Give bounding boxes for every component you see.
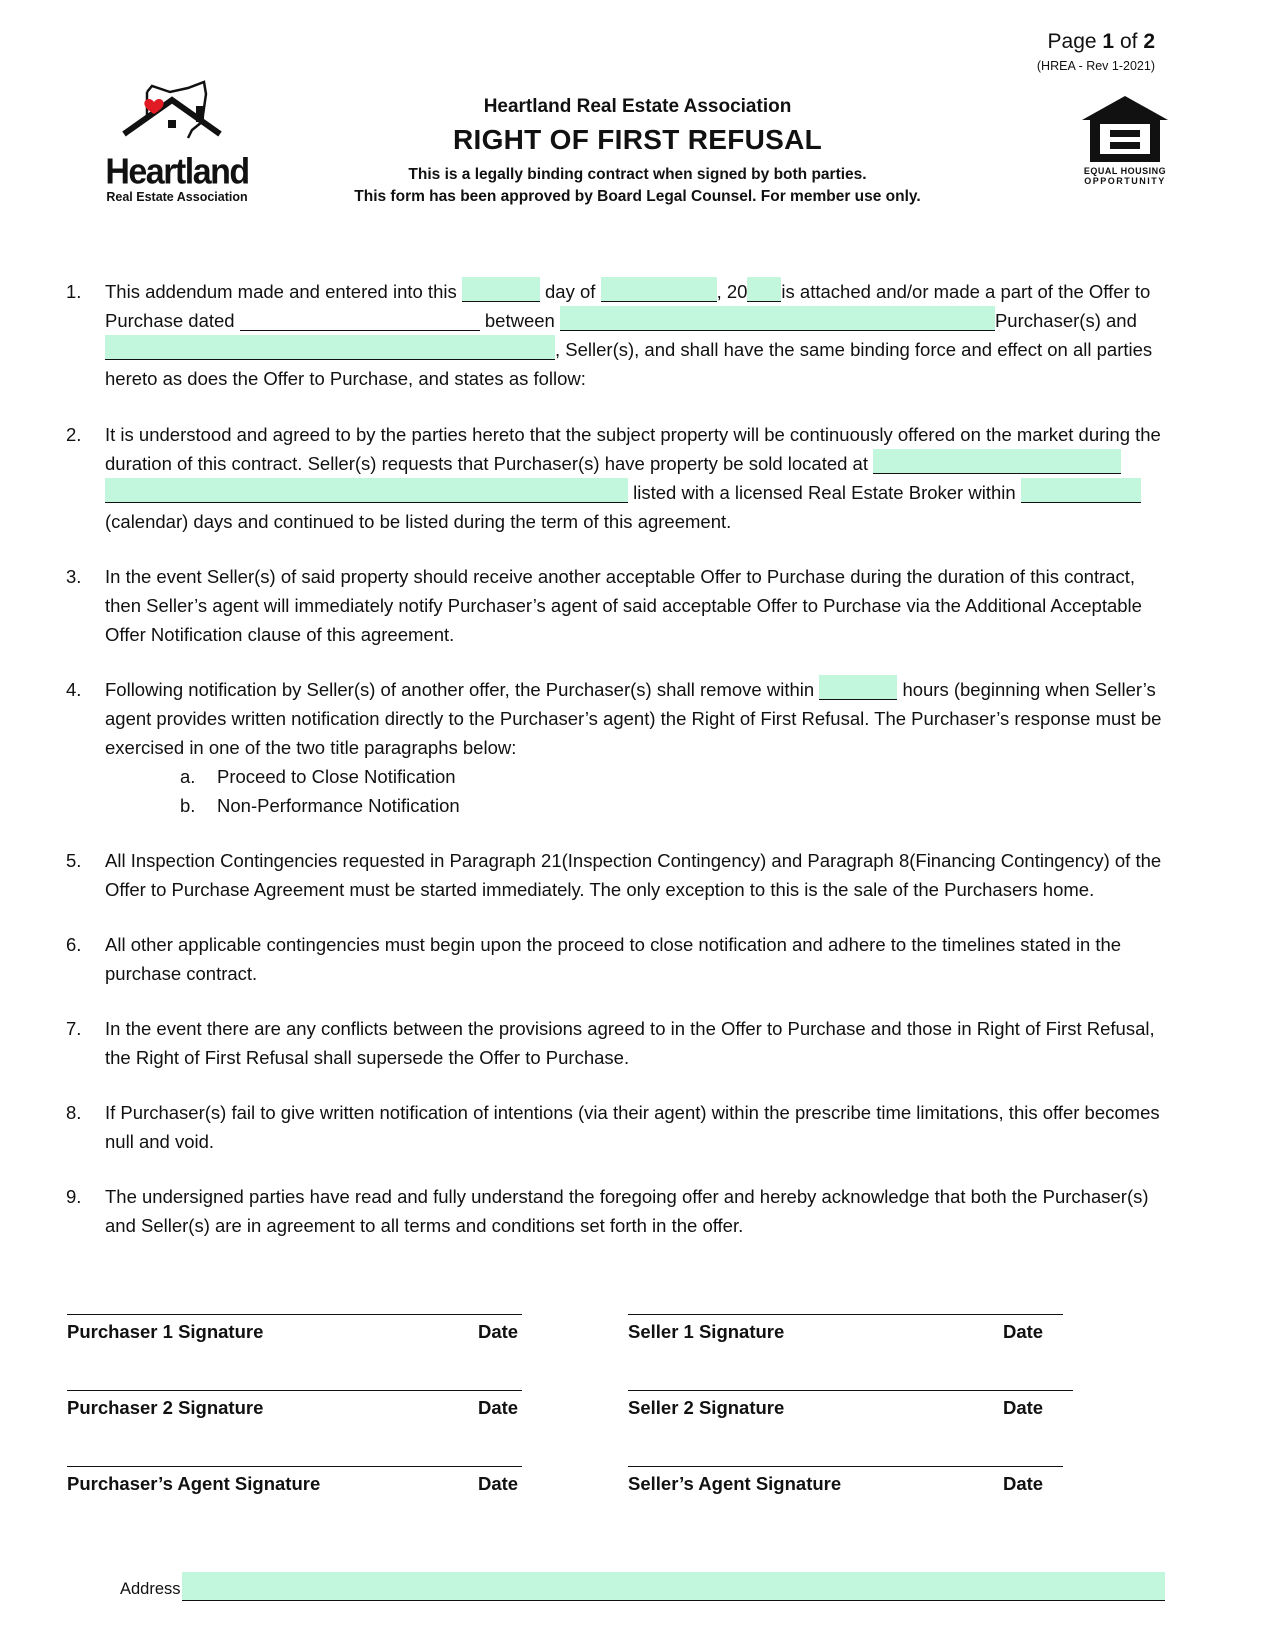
purchaser-1-signature-label: Purchaser 1 Signature [67, 1321, 264, 1342]
clause-text: It is understood and agreed to by the parties hereto that the subject property will be continuously offered on the market during the [105, 424, 1161, 445]
address-label: Address [120, 1580, 181, 1598]
year-field[interactable] [747, 277, 781, 302]
clause-text: , Seller(s), and shall have the same binding force and effect on all parties [555, 339, 1153, 360]
clause-text: Purchaser(s) and [994, 310, 1137, 331]
eho-text-2: OPPORTUNITY [1084, 176, 1166, 186]
page-total: 2 [1143, 30, 1155, 53]
organization-name: Heartland Real Estate Association [483, 96, 792, 117]
day-field[interactable] [462, 277, 540, 302]
clause-text: listed with a licensed Real Estate Broker within [633, 482, 1016, 503]
clause-text: agent provides written notification directly to the Purchaser’s agent) the Right of First Refusal. The Purchaser’s response must be [105, 708, 1162, 729]
seller-agent-signature-label: Seller’s Agent Signature [628, 1473, 842, 1494]
clause-text: day of [545, 281, 596, 302]
clause-number: 2. [66, 424, 82, 445]
property-address-field[interactable] [873, 449, 1121, 474]
clause-number: 8. [66, 1102, 82, 1123]
sub-item-a [180, 762, 456, 791]
seller-1-date-label: Date [1003, 1321, 1044, 1342]
clause-text: the Right of First Refusal shall supersede the Offer to Purchase. [105, 1047, 630, 1068]
clause-text: In the event there are any conflicts between the provisions agreed to in the Offer to Purchase and those in Right of First Refusal, [105, 1018, 1155, 1039]
clause-text: In the event Seller(s) of said property should receive another acceptable Offer to Purchase during the duration of this contract, [105, 566, 1136, 587]
address-field[interactable] [182, 1572, 1165, 1601]
clause-text: hereto as does the Offer to Purchase, and states as follow: [105, 368, 586, 389]
purchaser-2-date-label: Date [478, 1397, 519, 1418]
seller-2-signature-line[interactable] [628, 1390, 1073, 1391]
clause-text: is attached and/or made a part of the Offer to [781, 281, 1151, 302]
logo-subtitle: Real Estate Association [106, 190, 248, 204]
purchaser-names-field[interactable] [560, 306, 995, 331]
property-address-field-2[interactable] [105, 478, 628, 503]
sub-item-letter: b. [180, 795, 196, 816]
clause-text: (calendar) days and continued to be listed during the term of this agreement. [105, 511, 732, 532]
purchaser-agent-signature-label: Purchaser’s Agent Signature [67, 1473, 321, 1494]
seller-1-signature-line[interactable] [628, 1314, 1063, 1315]
clause-number: 7. [66, 1018, 82, 1039]
clause-text: null and void. [105, 1131, 215, 1152]
purchaser-1-date-label: Date [478, 1321, 519, 1342]
clause-text: Purchase dated [105, 310, 235, 331]
clause-number: 6. [66, 934, 82, 955]
clause-number: 9. [66, 1186, 82, 1207]
clause-text: If Purchaser(s) fail to give written notification of intentions (via their agent) within the prescribe time limitations, this offer becomes [105, 1102, 1160, 1123]
sub-item-letter: a. [180, 766, 196, 787]
clause-text: , 20 [716, 281, 748, 302]
page-prefix: Page [1047, 30, 1097, 53]
sub-item-b [180, 791, 460, 820]
month-field[interactable] [601, 277, 717, 302]
purchaser-agent-signature-line[interactable] [67, 1466, 522, 1467]
clause-number: 3. [66, 566, 82, 587]
clause-text: Following notification by Seller(s) of another offer, the Purchaser(s) shall remove within [105, 679, 815, 700]
page-current: 1 [1102, 30, 1115, 53]
page-number [1048, 30, 1155, 54]
listing-days-field[interactable] [1021, 478, 1141, 503]
seller-1-signature-label: Seller 1 Signature [628, 1321, 785, 1342]
hours-field[interactable] [819, 675, 897, 700]
seller-agent-date-label: Date [1003, 1473, 1044, 1494]
clause-text: exercised in one of the two title paragraphs below: [105, 737, 517, 758]
clause-text: Offer to Purchase Agreement must be started immediately. The only exception to this is the sale of the Purchasers home. [105, 879, 1095, 900]
seller-2-date-label: Date [1003, 1397, 1044, 1418]
revision-label: (HREA - Rev 1-2021) [1036, 59, 1155, 73]
purchaser-1-signature-line[interactable] [67, 1314, 522, 1315]
clause-text: duration of this contract. Seller(s) requests that Purchaser(s) have property be sold located at [105, 453, 868, 474]
clause-text: All other applicable contingencies must begin upon the proceed to close notification and adhere to the timelines stated in the [105, 934, 1122, 955]
seller-2-signature-label: Seller 2 Signature [628, 1397, 785, 1418]
clause-text: between [484, 310, 555, 331]
sub-item-text: Non-Performance Notification [217, 795, 460, 816]
purchase-date-field[interactable] [240, 306, 480, 331]
clause-number: 5. [66, 850, 82, 871]
sub-item-text: Proceed to Close Notification [217, 766, 456, 787]
subtitle-approval: This form has been approved by Board Legal Counsel. For member use only. [354, 188, 921, 205]
clause-number: 1. [66, 281, 82, 302]
document-title: RIGHT OF FIRST REFUSAL [452, 124, 823, 155]
clause-number: 4. [66, 679, 82, 700]
purchaser-2-signature-line[interactable] [67, 1390, 522, 1391]
clause-text: All Inspection Contingencies requested in Paragraph 21(Inspection Contingency) and Paragraph 8(Financing Contingency) of the [105, 850, 1162, 871]
subtitle-legal: This is a legally binding contract when signed by both parties. [408, 166, 867, 183]
seller-names-field[interactable] [105, 335, 555, 360]
clause-text: Offer Notification clause of this agreement. [105, 624, 455, 645]
purchaser-2-signature-label: Purchaser 2 Signature [67, 1397, 264, 1418]
seller-agent-signature-line[interactable] [628, 1466, 1063, 1467]
logo-name: Heartland [105, 152, 249, 192]
eho-text-1: EQUAL HOUSING [1083, 166, 1167, 176]
page-of: of [1119, 30, 1138, 53]
clause-text: hours (beginning when Seller’s [902, 679, 1156, 700]
clause-text: then Seller’s agent will immediately notify Purchaser’s agent of said acceptable Offer to Purchase via the Additional Acceptable [105, 595, 1142, 616]
clause-text: and Seller(s) are in agreement to all terms and conditions set forth in the offer. [105, 1215, 744, 1236]
clause-text: This addendum made and entered into this [105, 281, 457, 302]
purchaser-agent-date-label: Date [478, 1473, 519, 1494]
clause-text: The undersigned parties have read and fully understand the foregoing offer and hereby acknowledge that both the Purchaser(s) [105, 1186, 1149, 1207]
clause-text: purchase contract. [105, 963, 258, 984]
